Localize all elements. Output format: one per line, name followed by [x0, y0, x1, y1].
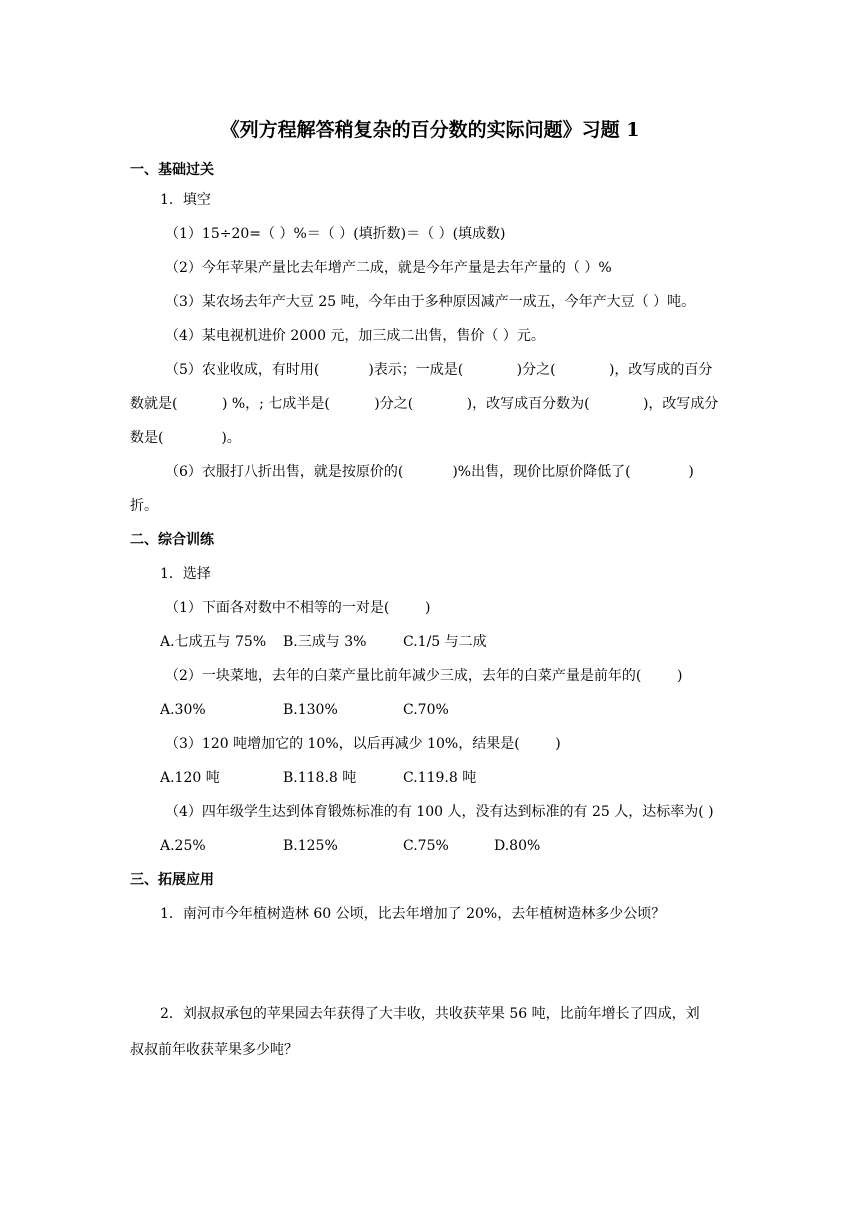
problem-3-2-line-1: 2．刘叔叔承包的苹果园去年获得了大丰收，共收获苹果 56 吨，比前年增长了四成，刘 [160, 1006, 700, 1022]
question-2-4: （4）四年级学生达到体育锻炼标准的有 100 人，没有达到标准的有 25 人，达标率为( ) [165, 804, 714, 820]
option-2-3-b: B.118.8 吨 [283, 770, 357, 786]
option-2-1-a: A.七成五与 75% [160, 634, 267, 650]
question-2-3: （3）120 吨增加它的 10%，以后再减少 10%，结果是( ) [165, 736, 561, 752]
option-2-1-c: C.1/5 与二成 [403, 634, 487, 650]
option-2-4-c: C.75% [403, 838, 449, 854]
question-1-4: （4）某电视机进价 2000 元，加三成二出售，售价（ ）元。 [165, 328, 545, 344]
option-2-2-a: A.30% [160, 702, 206, 718]
choice-heading: 1．选择 [160, 566, 211, 582]
problem-3-1: 1．南河市今年植树造林 60 公顷，比去年增加了 20%，去年植树造林多少公顷？ [160, 906, 666, 922]
question-2-1: （1）下面各对数中不相等的一对是( ) [165, 600, 431, 616]
question-1-3: （3）某农场去年产大豆 25 吨，今年由于多种原因减产一成五，今年产大豆（ ）吨。 [165, 294, 696, 310]
question-2-2: （2）一块菜地，去年的白菜产量比前年减少三成，去年的白菜产量是前年的( ) [165, 668, 683, 684]
option-2-3-c: C.119.8 吨 [403, 770, 477, 786]
page-title: 《列方程解答稍复杂的百分数的实际问题》习题 1 [220, 119, 640, 141]
option-2-4-b: B.125% [283, 838, 338, 854]
question-1-6-line-1: （6）衣服打八折出售，就是按原价的( )%出售，现价比原价降低了( ) [165, 464, 694, 480]
problem-3-2-line-2: 叔叔前年收获苹果多少吨？ [130, 1042, 298, 1058]
option-2-2-c: C.70% [403, 702, 449, 718]
option-2-4-d: D.80% [494, 838, 541, 854]
question-1-5-line-3: 数是( )。 [130, 430, 241, 446]
question-1-5-line-2: 数就是( ) %，; 七成半是( )分之( )，改写成百分数为( )，改写成分 [130, 396, 719, 412]
fill-blank-heading: 1．填空 [160, 192, 211, 208]
option-2-1-b: B.三成与 3% [283, 634, 367, 650]
question-1-1: （1）15÷20=（ ）%＝（ ）(填折数)＝（ ）(填成数) [165, 226, 506, 242]
question-1-2: （2）今年苹果产量比去年增产二成，就是今年产量是去年产量的（ ）% [165, 260, 612, 276]
section-heading-basic: 一、基础过关 [130, 162, 214, 178]
option-2-3-a: A.120 吨 [160, 770, 220, 786]
option-2-2-b: B.130% [283, 702, 338, 718]
question-1-5-line-1: （5）农业收成，有时用( )表示；一成是( )分之( )，改写成的百分 [165, 362, 713, 378]
question-1-6-line-2: 折。 [130, 498, 158, 514]
option-2-4-a: A.25% [160, 838, 206, 854]
section-heading-training: 二、综合训练 [130, 532, 214, 548]
section-heading-application: 三、拓展应用 [130, 872, 214, 888]
